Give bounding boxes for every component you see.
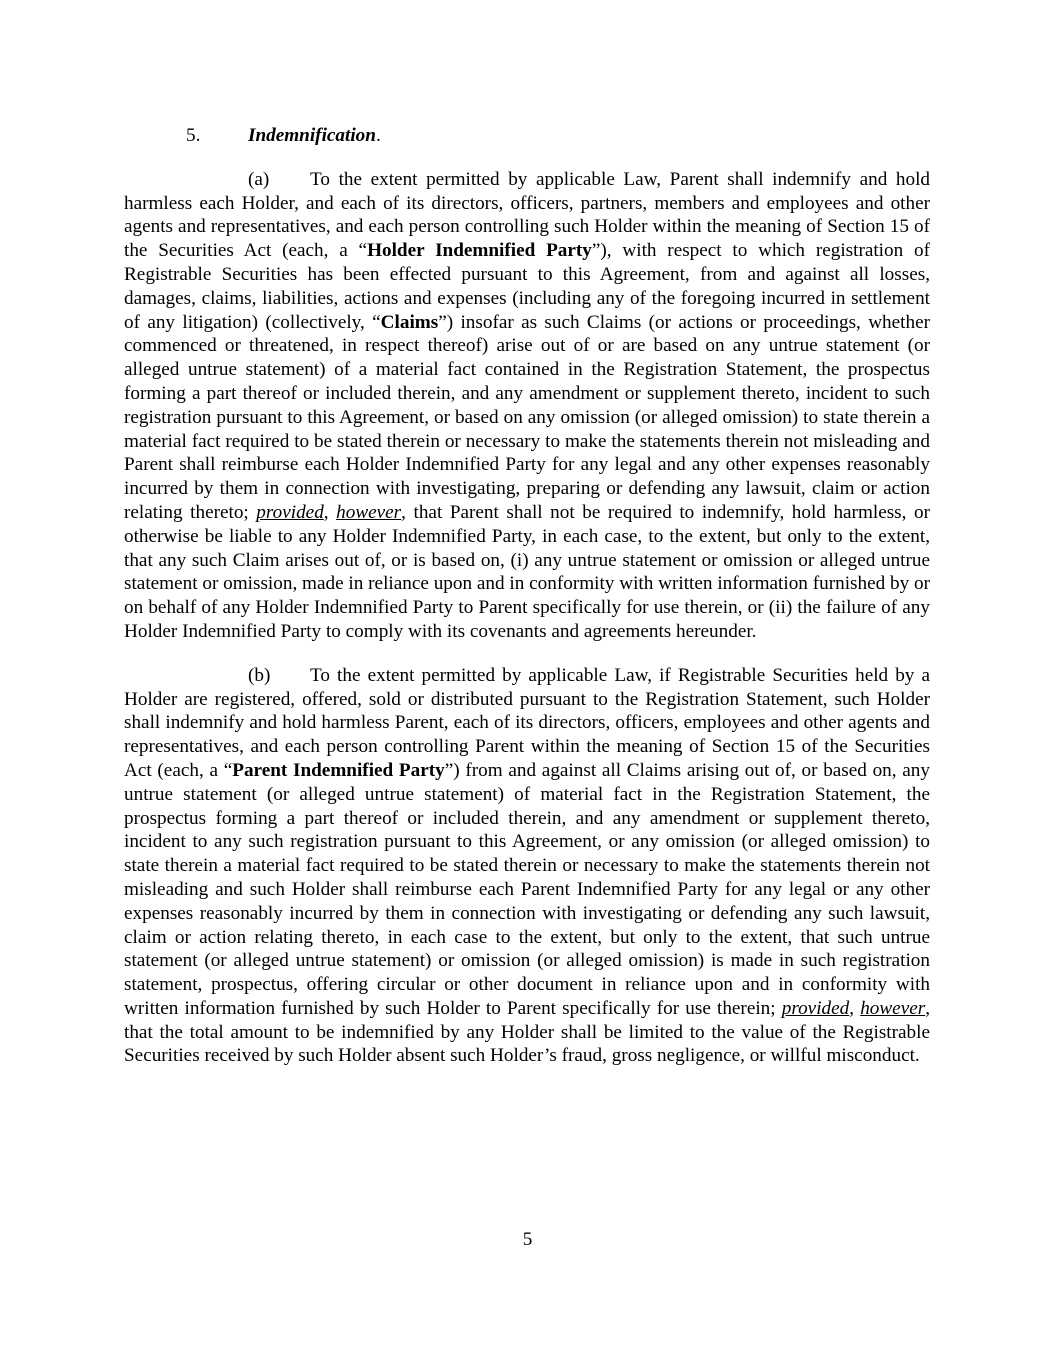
section-number: 5.	[186, 125, 201, 146]
paragraph-b-label: (b)	[248, 664, 271, 686]
paragraph-a-text-1: To the extent permitted by applicable Law, Parent shall indemnify and hold harmless each Holder, and each of its directors, officers, partners, members and employees and other agents and representatives, and each person controlling such Holder within the meaning of Section 15 of the Securities Act (each, a “	[124, 168, 930, 262]
paragraph-a-text-3: ”) insofar as such Claims (or actions or proceedings, whether commenced or threatened, in respect thereof) arise out of or are based on any untrue statement (or alleged untrue statement) of a material fact contained in the Registration Statement, the prospectus forming a part thereof or included therein, and any amendment or supplement thereto, incident to such registration pursuant to this Agreement, or based on any omission (or alleged omission) to state therein a material fact required to be stated therein or necessary to make the statements therein not misleading and Parent shall reimburse each Holder Indemnified Party for any legal and any other expenses reasonably incurred by them in connection with investigating, preparing or defending any lawsuit, claim or action relating thereto;	[124, 311, 930, 523]
paragraph-b-text-3: , that the total amount to be indemnified by any Holder shall be limited to the value of the Registrable Securities received by such Holder absent such Holder’s fraud, gross negligence, or willful misconduct.	[124, 997, 930, 1067]
provided-term: provided	[256, 501, 324, 523]
paragraph-b	[124, 664, 930, 1069]
paragraph-a-label: (a)	[248, 168, 270, 190]
page-number: 5	[522, 1229, 533, 1250]
paragraph-b-text-2: ”) from and against all Claims arising out of, or based on, any untrue statement (or alleged untrue statement) of material fact in the Registration Statement, the prospectus forming a part thereof or included therein, and any amendment or supplement thereto, incident to any such registration pursuant to this Agreement, or any omission (or alleged omission) to state therein a material fact required to be stated therein or necessary to make the statements therein not misleading and such Holder shall reimburse each Parent Indemnified Party for any legal or any other expenses reasonably incurred by them in connection with investigating or defending any such lawsuit, claim or action relating thereto, in each case to the extent, but only to the extent, that such untrue statement (or alleged untrue statement) or omission (or alleged omission) is made in such registration statement, prospectus, offering circular or other document in reliance upon and in conformity with written information furnished by such Holder to Parent specifically for use therein;	[124, 759, 930, 1019]
comma-separator: ,	[849, 997, 861, 1019]
paragraph-a-text-4: , that Parent shall not be required to indemnify, hold harmless, or otherwise be liable to any Holder Indemnified Party, in each case, to the extent, but only to the extent, that any such Claim arises out of, or is based on, (i) any untrue statement or omission or alleged untrue statement or omission, made in reliance upon and in conformity with written information furnished by or on behalf of any Holder Indemnified Party to Parent specifically for use therein, or (ii) the failure of any Holder Indemnified Party to comply with its covenants and agreements hereunder.	[124, 501, 930, 642]
provided-term: provided	[781, 997, 850, 1019]
section-title: Indemnification	[248, 125, 376, 146]
defined-term-parent-indemnified-party: Parent Indemnified Party	[232, 759, 445, 781]
section-title-period: .	[375, 125, 381, 146]
section-heading	[124, 124, 930, 148]
paragraph-a	[124, 168, 930, 644]
defined-term-holder-indemnified-party: Holder Indemnified Party	[367, 240, 592, 262]
however-term: however	[860, 997, 926, 1019]
defined-term-claims: Claims	[380, 311, 439, 333]
however-term: however	[336, 501, 402, 523]
comma-separator: ,	[323, 501, 337, 523]
document-body	[124, 124, 930, 1088]
paragraph-b-text-1: To the extent permitted by applicable Law, if Registrable Securities held by a Holder are registered, offered, sold or distributed pursuant to the Registration Statement, such Holder shall indemnify and hold harmless Parent, each of its directors, officers, employees and other agents and representatives, and each person controlling Parent within the meaning of Section 15 of the Securities Act (each, a “	[124, 664, 930, 781]
paragraph-a-text-2: ”), with respect to which registration of Registrable Securities has been effected pursuant to this Agreement, from and against all losses, damages, claims, liabilities, actions and expenses (including any of the foregoing incurred in settlement of any litigation) (collectively, “	[124, 240, 930, 333]
